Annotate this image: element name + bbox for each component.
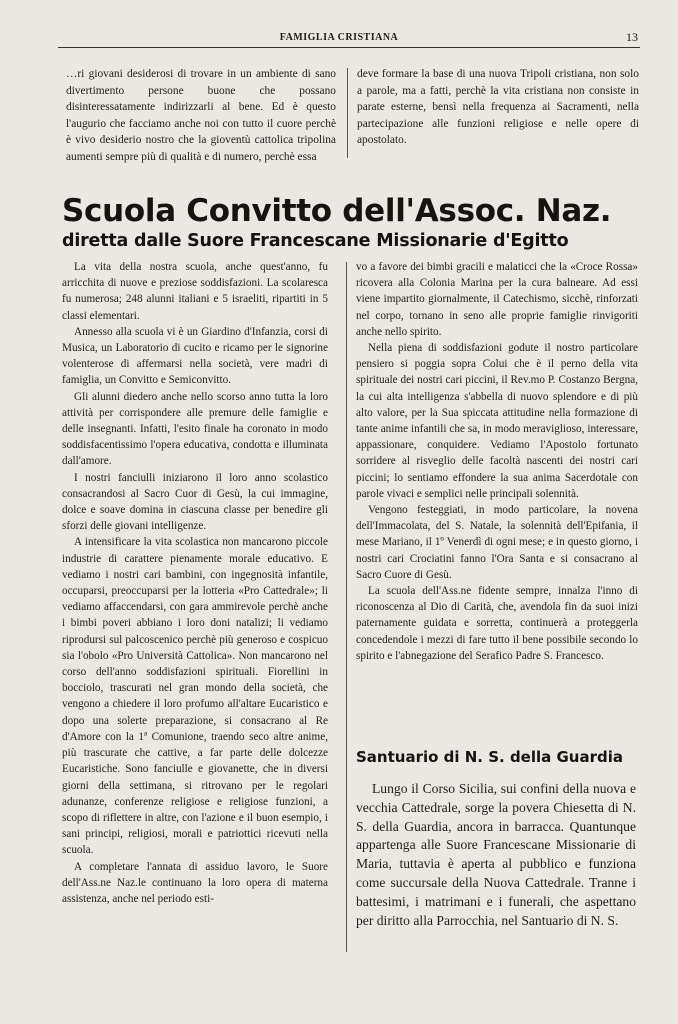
running-title: FAMIGLIA CRISTIANA bbox=[279, 32, 399, 43]
paragraph: A intensificare la vita scolastica non mancarono piccole industrie di carattere pienamente morale educativo. E vediamo i nostri cari bambini, con ingegnosità infantile, occuparsi, preoccuparsi per la lotteria «Pro Cattedrale»; li vediamo affaccendarsi, con gara ammirevole perchè anche i bimbi poveri abbiano i loro doni natalizi; li vediamo riprodursi sul palcoscenico perchè più generoso e cospicuo sia l'obolo «Pro Università Cattolica». Non mancarono nel corso dell'anno soddisfazioni spirituali. Fiorellini in bocciolo, trascurati nel gran mondo della società, che vengono a chiedere il loro profumo all'altare Eucaristico e dopo una solerte preparazione, si consacrano al Re d'Amore con la 1ª Comunione, traendo seco altre anime, più trascurate che cattive, a far parte delle dolcezze Eucaristiche. Sono fanciulle e giovanette, che in diversi giorni della settimana, si ritrovano per le regolari adunanze, conferenze religiose e religiose funzioni, a scopo di riflettere in altre, con l'azione e il buon esempio, i sani principi, religiosi, morali e patriottici ricevuti nella scuola. bbox=[62, 536, 328, 857]
header-rule bbox=[58, 47, 640, 48]
top-left-text: …ri giovani desiderosi di trovare in un ambiente di sano divertimento persone buone che possano disinteressatamente indirizzarli al bene. Ed è questo l'augurio che facciamo anche noi con tutto il cuore perchè è vivo desiderio nostro che la gioventù cattolica tripolina aumenti sempre più di qualità e di numero, perchè essa bbox=[66, 68, 336, 163]
top-right-text: deve formare la base di una nuova Tripoli cristiana, non solo a parole, ma a fatti, perchè la vita cristiana non consiste in parate esterne, bensì nella frequenza ai Sacramenti, nella partecipazione alle funzioni religiose e nelle opere di apostolato. bbox=[357, 68, 639, 147]
paragraph: A completare l'annata di assiduo lavoro, le Suore dell'Ass.ne Naz.le continuano la loro opera di materna assistenza, anche nel periodo esti- bbox=[62, 860, 328, 905]
paragraph: Lungo il Corso Sicilia, sui confini della nuova e vecchia Cattedrale, sorge la povera Chiesetta di N. S. della Guardia, ancora in barracca. Quantunque appartenga alle Suore Francescane Missionarie di Maria, tuttavia è aperta al pubblico e funziona come succursale della Nuova Cattedrale. Tranne i battesimi, i matrimani e i funerali, che aspettano per diritto alla Parrocchia, nel Santuario di N. S. bbox=[356, 781, 636, 928]
article-column-divider bbox=[346, 262, 347, 952]
paragraph: I nostri fanciulli iniziarono il loro anno scolastico consacrandosi al Sacro Cuor di Gesù, la cui immagine, dolce e soave domina in ciascuna classe per benedire gli sforzi delle giovani intelligenze. bbox=[62, 471, 328, 533]
paragraph: Nella piena di soddisfazioni godute il nostro particolare pensiero si poggia sopra Colui che è il perno della vita spirituale dei nostri cari piccini, il Rev.mo P. Costanzo Bergna, la cui alta intelligenza s'abbella di nuovo splendore e di più alto valore, per la Sua spiccata attitudine nella formazione di tante anime infantili che sa, in modo meraviglioso, interessare, appassionare, conquidere. Vediamo l'Apostolo fortunato sorridere al risveglio delle facoltà nascenti dei nostri cari piccini; lo sentiamo effondere la sua anima Sacerdotale con parole vivaci e semplici nelle principali solennità. bbox=[356, 342, 638, 500]
top-right-column bbox=[357, 66, 639, 149]
paragraph: vo a favore dei bimbi gracili e malaticci che la «Croce Rossa» ricovera alla Colonia Marina per la cura balneare. Ad essi viene impartito giornalmente, il Catechismo, sicchè, rinforzati nel corpo, tornano in seno alle proprie famiglie rinvigoriti anche nello spirito. bbox=[356, 261, 638, 338]
article-title: Scuola Convitto dell'Assoc. Naz. bbox=[62, 193, 612, 229]
paragraph: Vengono festeggiati, in modo particolare, la novena dell'Immacolata, del S. Natale, la solennità dell'Epifania, il mese Mariano, il 1º Venerdì di ogni mese; e in questo giorno, i nostri cari Crociatini fanno l'Ora Santa e si consacrano al Sacro Cuore di Gesù. bbox=[356, 504, 638, 581]
top-left-column bbox=[66, 66, 336, 165]
section-body bbox=[356, 780, 636, 930]
article-subtitle: diretta dalle Suore Francescane Missionarie d'Egitto bbox=[62, 231, 569, 251]
article-right-column bbox=[356, 259, 638, 664]
paragraph: La vita della nostra scuola, anche quest'anno, fu arricchita di nuove e preziose soddisfazioni. La scolaresca fu numerosa; 248 alunni italiani e 5 israeliti, ripartiti in 5 classi elementari. bbox=[62, 261, 328, 322]
page-number: 13 bbox=[626, 30, 638, 44]
section-title: Santuario di N. S. della Guardia bbox=[356, 748, 623, 766]
article-left-column bbox=[62, 259, 328, 907]
paragraph: La scuola dell'Ass.ne fidente sempre, innalza l'inno di riconoscenza al Dio di Carità, che, avendola fin da suoi inizi paternamente guidata e sorretta, continuerà a proteggerla concedendole i mezzi di fare tutto il bene possibile secondo lo spirito e l'abnegazione del Serafico Padre S. Francesco. bbox=[356, 585, 638, 662]
paragraph: Annesso alla scuola vi è un Giardino d'Infanzia, corsi di Musica, un Laboratorio di cucito e ricamo per le signorine volenterose di affermarsi nella società, vere madri di famiglia, un Convitto e Semiconvitto. bbox=[62, 325, 328, 387]
top-column-divider bbox=[347, 68, 348, 158]
paragraph: Gli alunni diedero anche nello scorso anno tutta la loro attività per corrispondere alle premure delle famiglie e delle insegnanti. Infatti, l'esito finale ha coronato in modo soddisfacentissimo l'opera educativa, condotta e illuminata dall'amore. bbox=[62, 390, 328, 468]
